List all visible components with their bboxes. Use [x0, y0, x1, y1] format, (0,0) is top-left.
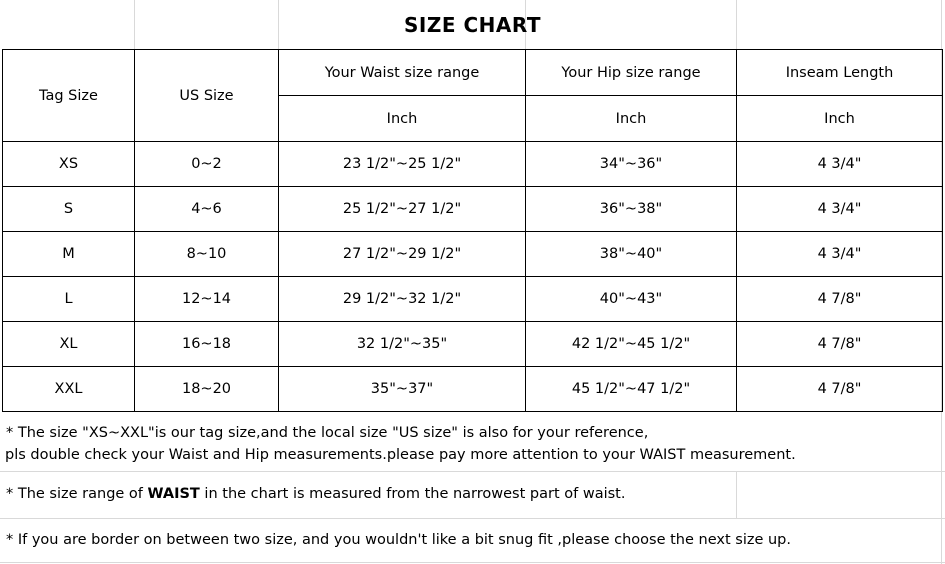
table-row — [3, 232, 943, 277]
tag-size-cell: XL — [3, 322, 135, 367]
hip-range-cell: 34"~36" — [526, 142, 737, 187]
hip-range-cell: 45 1/2"~47 1/2" — [526, 367, 737, 412]
us-size-cell: 12~14 — [135, 277, 279, 322]
waist-unit: Inch — [279, 96, 526, 142]
table-row — [3, 277, 943, 322]
tag-size-cell: S — [3, 187, 135, 232]
us-size-cell: 0~2 — [135, 142, 279, 187]
grid-line — [0, 471, 945, 472]
header-waist-range: Your Waist size range — [279, 50, 526, 96]
hip-unit: Inch — [526, 96, 737, 142]
waist-range-cell: 32 1/2"~35" — [279, 322, 526, 367]
tag-size-cell: XS — [3, 142, 135, 187]
note-waist-prefix: * The size range of — [6, 486, 148, 502]
tag-size-cell: XXL — [3, 367, 135, 412]
note-tag-size: * The size "XS~XXL"is our tag size,and the local size "US size" is also for your reference, — [6, 425, 649, 441]
header-inseam-length: Inseam Length — [737, 50, 943, 96]
tag-size-cell: L — [3, 277, 135, 322]
note-size-up: * If you are border on between two size, and you wouldn't like a bit snug fit ,please choose the next size up. — [6, 532, 791, 548]
table-row — [3, 187, 943, 232]
grid-line — [0, 562, 945, 563]
note-measure-waist: pls double check your Waist and Hip measurements.please pay more attention to your WAIST measurement. — [5, 447, 796, 463]
grid-line — [0, 518, 945, 519]
table-row — [3, 367, 943, 412]
header-hip-range: Your Hip size range — [526, 50, 737, 96]
chart-title: SIZE CHART — [403, 13, 541, 37]
waist-range-cell: 29 1/2"~32 1/2" — [279, 277, 526, 322]
grid-line — [736, 471, 737, 518]
hip-range-cell: 40"~43" — [526, 277, 737, 322]
waist-range-cell: 35"~37" — [279, 367, 526, 412]
inseam-cell: 4 3/4" — [737, 142, 943, 187]
us-size-cell: 8~10 — [135, 232, 279, 277]
hip-range-cell: 38"~40" — [526, 232, 737, 277]
us-size-cell: 16~18 — [135, 322, 279, 367]
hip-range-cell: 36"~38" — [526, 187, 737, 232]
header-tag-size: Tag Size — [3, 50, 135, 142]
inseam-cell: 4 7/8" — [737, 322, 943, 367]
header-row — [3, 50, 943, 96]
inseam-cell: 4 7/8" — [737, 367, 943, 412]
inseam-cell: 4 3/4" — [737, 232, 943, 277]
note-waist-suffix: in the chart is measured from the narrowest part of waist. — [199, 486, 626, 502]
waist-range-cell: 27 1/2"~29 1/2" — [279, 232, 526, 277]
table-row — [3, 142, 943, 187]
waist-range-cell: 23 1/2"~25 1/2" — [279, 142, 526, 187]
inseam-cell: 4 7/8" — [737, 277, 943, 322]
table-row — [3, 322, 943, 367]
waist-range-cell: 25 1/2"~27 1/2" — [279, 187, 526, 232]
hip-range-cell: 42 1/2"~45 1/2" — [526, 322, 737, 367]
us-size-cell: 18~20 — [135, 367, 279, 412]
note-waist-measurement — [6, 486, 625, 502]
note-waist-bold: WAIST — [147, 486, 200, 502]
size-table — [2, 49, 943, 412]
us-size-cell: 4~6 — [135, 187, 279, 232]
inseam-unit: Inch — [737, 96, 943, 142]
tag-size-cell: M — [3, 232, 135, 277]
inseam-cell: 4 3/4" — [737, 187, 943, 232]
header-us-size: US Size — [135, 50, 279, 142]
